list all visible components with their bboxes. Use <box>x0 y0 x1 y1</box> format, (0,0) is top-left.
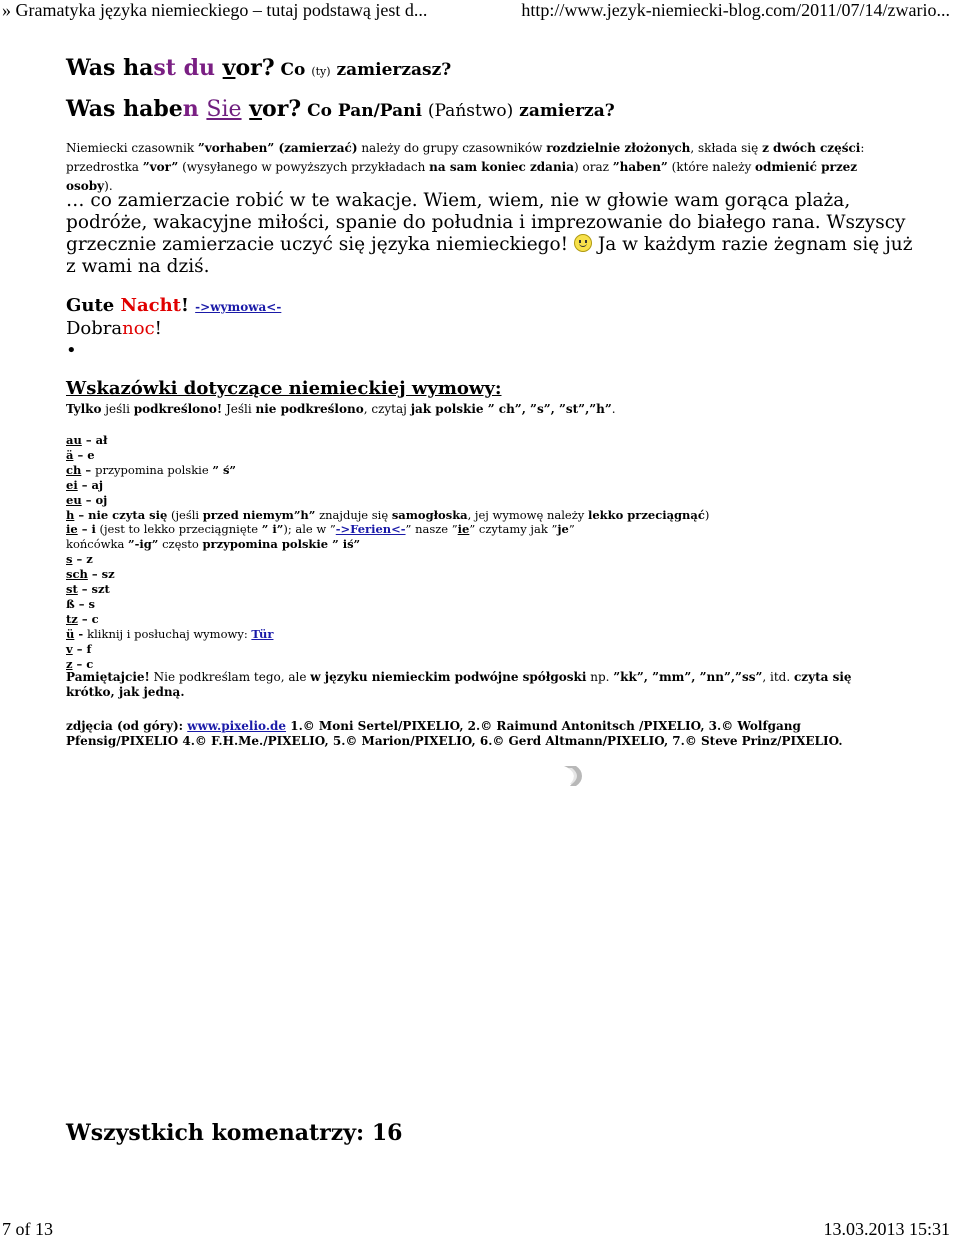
heading-du <box>66 55 451 81</box>
sie-link[interactable]: Sie <box>206 97 242 122</box>
list-item: eu – oj <box>66 492 108 507</box>
paragraph-text: … co zamierzacie robić w te wakacje. Wiem, wiem, nie w głowie wam gorąca plaża, podróże, wakacyjne miłości, spanie do południa i imprezowanie do białego rana. Wszyscy grzecznie zamierzacie uczyć się języka niemieckiego! <box>66 190 906 255</box>
text: Jeśli <box>222 402 256 416</box>
gute-text: Gute <box>66 295 121 316</box>
comments-count: Wszystkich komenatrzy: 16 <box>66 1120 403 1146</box>
heading-text: du <box>183 55 215 81</box>
heading-text: v <box>222 55 236 81</box>
credits-label: zdjęcia (od góry): <box>66 719 188 733</box>
photo-credits <box>66 719 896 749</box>
print-datetime: 13.03.2013 15:31 <box>823 1219 950 1239</box>
list-item: ei – aj <box>66 477 104 492</box>
bullet: • <box>66 340 77 361</box>
page-number: 7 of 13 <box>2 1219 53 1239</box>
heading-text: Co <box>274 60 312 80</box>
text: w języku niemieckim podwójne spółgoski <box>310 670 587 684</box>
text: Tylko <box>66 402 102 416</box>
dobranoc-text: noc <box>122 318 155 339</box>
heading-text: Was habe <box>66 96 183 122</box>
text: podkreślono! <box>133 402 223 416</box>
tips-rule <box>66 400 616 419</box>
heading-text: Was ha <box>66 55 154 81</box>
note-remember <box>66 670 896 700</box>
text: Niemiecki czasownik <box>66 141 198 155</box>
text: odmienić przez osoby <box>66 160 858 193</box>
heading-text: zamierza? <box>513 101 615 121</box>
text: np. <box>586 670 614 684</box>
tips-heading: Wskazówki dotyczące niemieckiej wymowy: <box>66 378 502 399</box>
list-item: końcówka ”-ig” często przypomina polskie ” iś” <box>66 537 361 552</box>
text: nie podkreślono <box>255 402 364 416</box>
text: rozdzielnie złożonych <box>546 141 691 155</box>
list-item: st – szt <box>66 582 110 597</box>
list-item: ß – s <box>66 596 95 611</box>
explanation-text <box>66 139 896 196</box>
pronunciation-list <box>66 433 926 672</box>
heading-text: zamierzasz? <box>330 60 452 80</box>
list-item: h – nie czyta się (jeśli przed niemym”h” znajduje się samogłoska, jej wymowę należy lekko przeciągnąć) <box>66 507 710 522</box>
list-item: ä – e <box>66 447 95 462</box>
dobranoc-text: ! <box>154 318 162 339</box>
gute-nacht <box>66 295 281 316</box>
smiley-icon <box>574 234 592 252</box>
text: ”vor” <box>142 160 179 174</box>
pronunciation-link[interactable]: ->wymowa<- <box>195 300 282 314</box>
list-item: tz – c <box>66 611 99 626</box>
list-item: s – z <box>66 552 93 567</box>
text: z dwóch części <box>762 141 861 155</box>
text: ”haben” <box>612 160 668 174</box>
heading-text: or? <box>262 96 302 122</box>
text: Nie podkreślam tego, ale <box>149 670 311 684</box>
paragraph-text: Ja w każdym razie żegnam się już z wami na dziś. <box>66 234 913 277</box>
heading-text: n <box>182 96 199 122</box>
intro-paragraph <box>66 190 916 278</box>
ferien-link[interactable]: ->Ferien<- <box>335 522 406 537</box>
text: ”vorhaben” (zamierzać) <box>197 141 358 155</box>
gute-text: ! <box>180 295 196 316</box>
list-item: ü - kliknij i posłuchaj wymowy: Tür <box>66 626 274 641</box>
text: ”kk”, ”mm”, ”nn”,”ss” <box>613 670 763 684</box>
heading-text: v <box>249 96 263 122</box>
list-item: ch – przypomina polskie ” ś” <box>66 462 237 477</box>
text: ). <box>104 179 113 193</box>
pixelio-link[interactable]: www.pixelio.de <box>187 719 287 733</box>
heading-sie <box>66 96 615 122</box>
text: jeśli <box>101 402 134 416</box>
heading-text: st <box>153 55 176 81</box>
media-placeholder-icon <box>562 764 584 788</box>
text: . <box>611 402 616 416</box>
page-url-header: http://www.jezyk-niemiecki-blog.com/2011/07/14/zwario... <box>521 0 950 20</box>
text: należy do grupy czasowników <box>357 141 547 155</box>
tur-link[interactable]: Tür <box>251 626 274 641</box>
text: , itd. <box>762 670 794 684</box>
list-item: au – ał <box>66 433 108 447</box>
heading-text: (ty) <box>311 65 331 78</box>
heading-text <box>176 55 184 81</box>
heading-text: Co Pan/Pani <box>301 101 428 121</box>
list-item: sch – sz <box>66 567 115 582</box>
text: Pamiętajcie! <box>66 670 150 684</box>
text: na sam koniec zdania <box>429 160 575 174</box>
text: , składa się <box>690 141 763 155</box>
heading-text: or? <box>235 55 275 81</box>
list-item: v – f <box>66 641 92 656</box>
list-item: ie – i (jest to lekko przeciągnięte ” i”); ale w ”->Ferien<-” nasze ”ie” czytamy jak ”je” <box>66 522 575 537</box>
text: ) oraz <box>574 160 613 174</box>
text: (wysyłanego w powyższych przykładach <box>178 160 430 174</box>
text: : przedrostka <box>66 141 865 174</box>
heading-text <box>215 55 223 81</box>
text: , czytaj <box>363 402 411 416</box>
list-item: z – c <box>66 656 94 671</box>
dobranoc-text: Dobra <box>66 318 123 339</box>
credits-text: 1.© Moni Sertel/PIXELIO, 2.© Raimund Antonitsch /PIXELIO, 3.© Wolfgang Pfensig/PIXELIO 4.© F.H.Me./PIXELIO, 5.© Marion/PIXELIO, 6.© Gerd Altmann/PIXELIO, 7.© Steve Prinz/PIXELIO. <box>66 719 843 748</box>
text: (które należy <box>667 160 756 174</box>
dobranoc <box>66 318 162 339</box>
heading-text: (Państwo) <box>427 101 514 121</box>
text: czyta się krótko, jak jedną. <box>66 670 852 699</box>
text: jak polskie ” ch”, ”s”, ”st”,”h” <box>410 402 612 416</box>
page-title-header: » Gramatyka języka niemieckiego – tutaj podstawą jest d... <box>2 0 428 20</box>
gute-text: Nacht <box>120 295 181 316</box>
